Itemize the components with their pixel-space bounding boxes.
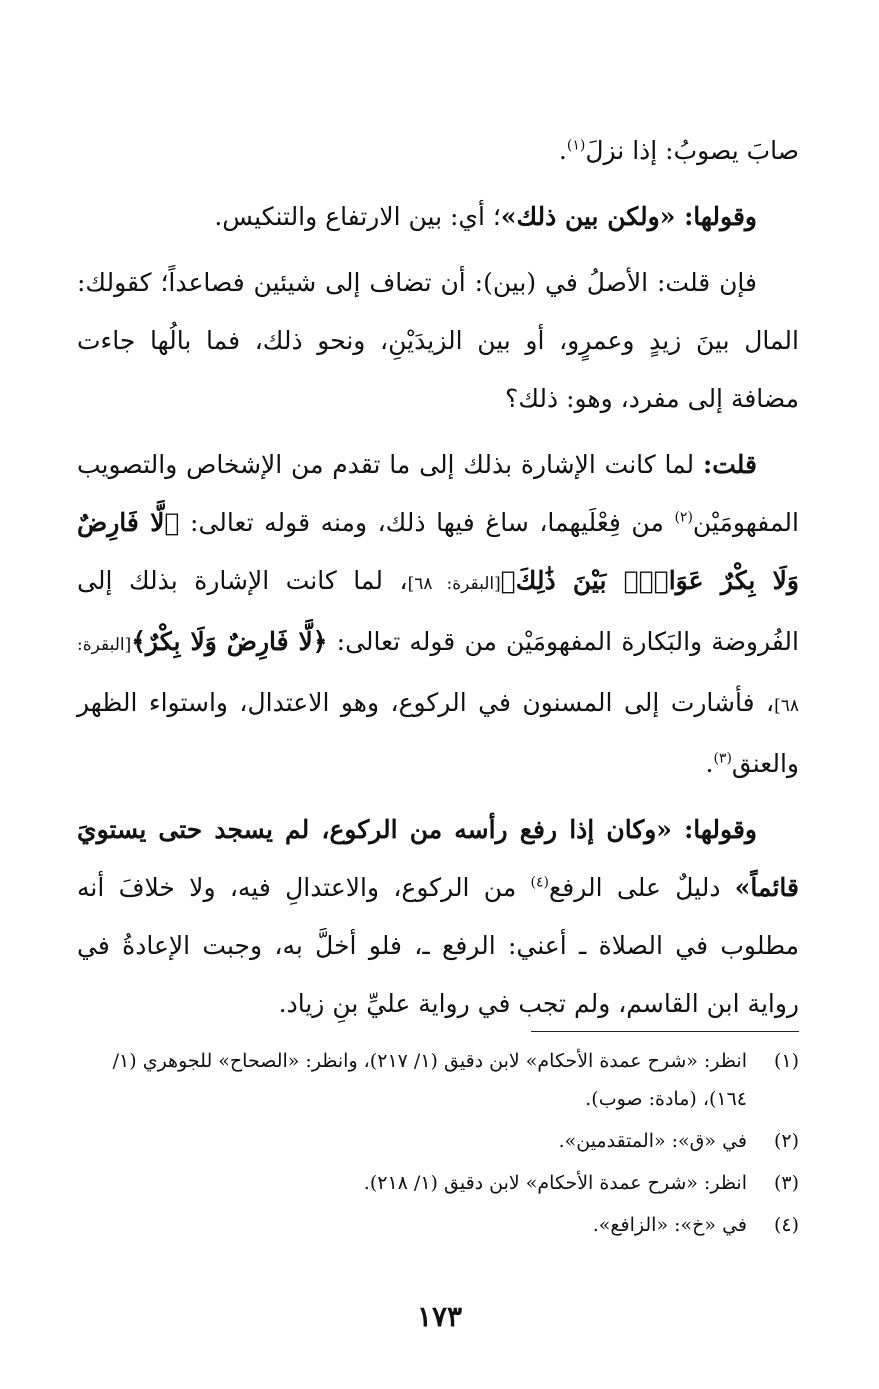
paragraph-1 [77,122,799,180]
footnote-number: (٤) [773,1214,799,1236]
text-span: صابَ يصوبُ: إذا نزلَ [585,136,799,165]
main-text [77,122,799,1033]
quran-verse: ﴿لَّا فَارِضٌ وَلَا بِكْرٌ عَوَانٌۢ بَيْنَ ذَٰلِكَ﴾ [77,508,799,595]
text-span: . [705,749,714,778]
footnote-divider [531,1031,799,1032]
footnotes [77,1042,799,1248]
footnote-2 [77,1122,799,1160]
text-span: لما كانت الإشارة بذلك إلى ما تقدم من الإشخاص والتصويب المفهومَيْن [77,450,799,537]
footnote-number: (٣) [773,1172,799,1194]
answer-heading: قلت: [702,450,757,479]
paragraph-3: فإن قلت: الأصلُ في (بين): أن تضاف إلى شيئين فصاعداً؛ كقولك: المال بينَ زيدٍ وعمرٍو، أو بين الزيدَيْنِ، ونحو ذلك، فما بالُها جاءت مضافة إلى مفرد، وهو: ذلك؟ [77,268,799,413]
footnote-number: (٢) [773,1130,799,1152]
verse-reference: [البقرة: ٦٨] [77,635,799,716]
paragraph-2 [77,188,799,246]
footnote-ref-2[interactable]: (٢) [674,509,693,526]
footnote-text: في «ق»: «المتقدمين». [558,1130,747,1152]
quran-verse: ﴿لَّا فَارِضٌ وَلَا بِكْرٌ﴾ [131,627,328,656]
paragraph-5 [77,801,799,1033]
footnote-4 [77,1206,799,1244]
quote-heading: وقولها: «وكان إذا رفع رأسه من الركوع، لم يسجد حتى يستويَ قائماً» [77,815,799,902]
footnote-text: في «خ»: «الزافع». [592,1214,747,1236]
footnote-ref-1[interactable]: (١) [566,137,586,154]
text-span: ؛ أي: بين الارتفاع والتنكيس. [214,202,501,231]
verse-reference: [البقرة: ٦٨] [407,574,501,594]
footnote-number: (١) [773,1050,799,1072]
paragraph-4 [77,436,799,793]
quote-heading: وقولها: «ولكن بين ذلك» [500,202,757,231]
footnote-1 [77,1042,799,1118]
text-span: ، لما كانت الإشارة بذلك إلى الفُروضة والبَكارة المفهومَيْن من قوله تعالى: [77,566,799,656]
text-span: دليلٌ على الرفع [549,873,735,902]
footnote-text: انظر: «شرح عمدة الأحكام» لابن دقيق (١/ ٢١٨). [363,1172,747,1194]
text-span: . [558,136,567,165]
footnote-text: انظر: «شرح عمدة الأحكام» لابن دقيق (١/ ٢١٧)، وانظر: «الصحاح» للجوهري (١/ ١٦٤)، (مادة: صوب). [112,1050,747,1110]
text-span: ، فأشارت إلى المسنون في الركوع، وهو الاعتدال، واستواء الظهر والعنق [77,688,799,778]
footnote-ref-4[interactable]: (٤) [530,874,549,891]
footnote-3 [77,1164,799,1202]
text-span: من الركوع، والاعتدالِ فيه، ولا خلافَ أنه مطلوب في الصلاة ـ أعني: الرفع ـ، فلو أخلَّ به، وجبت الإعادةُ في رواية ابن القاسم، ولم تجب في رواية عليِّ بنِ زياد. [77,873,799,1018]
footnote-ref-3[interactable]: (٣) [713,750,732,767]
text-span: من فِعْلَيهما، ساغ فيها ذلك، ومنه قوله تعالى: [179,508,675,537]
page-number: ١٧٣ [416,1300,463,1333]
